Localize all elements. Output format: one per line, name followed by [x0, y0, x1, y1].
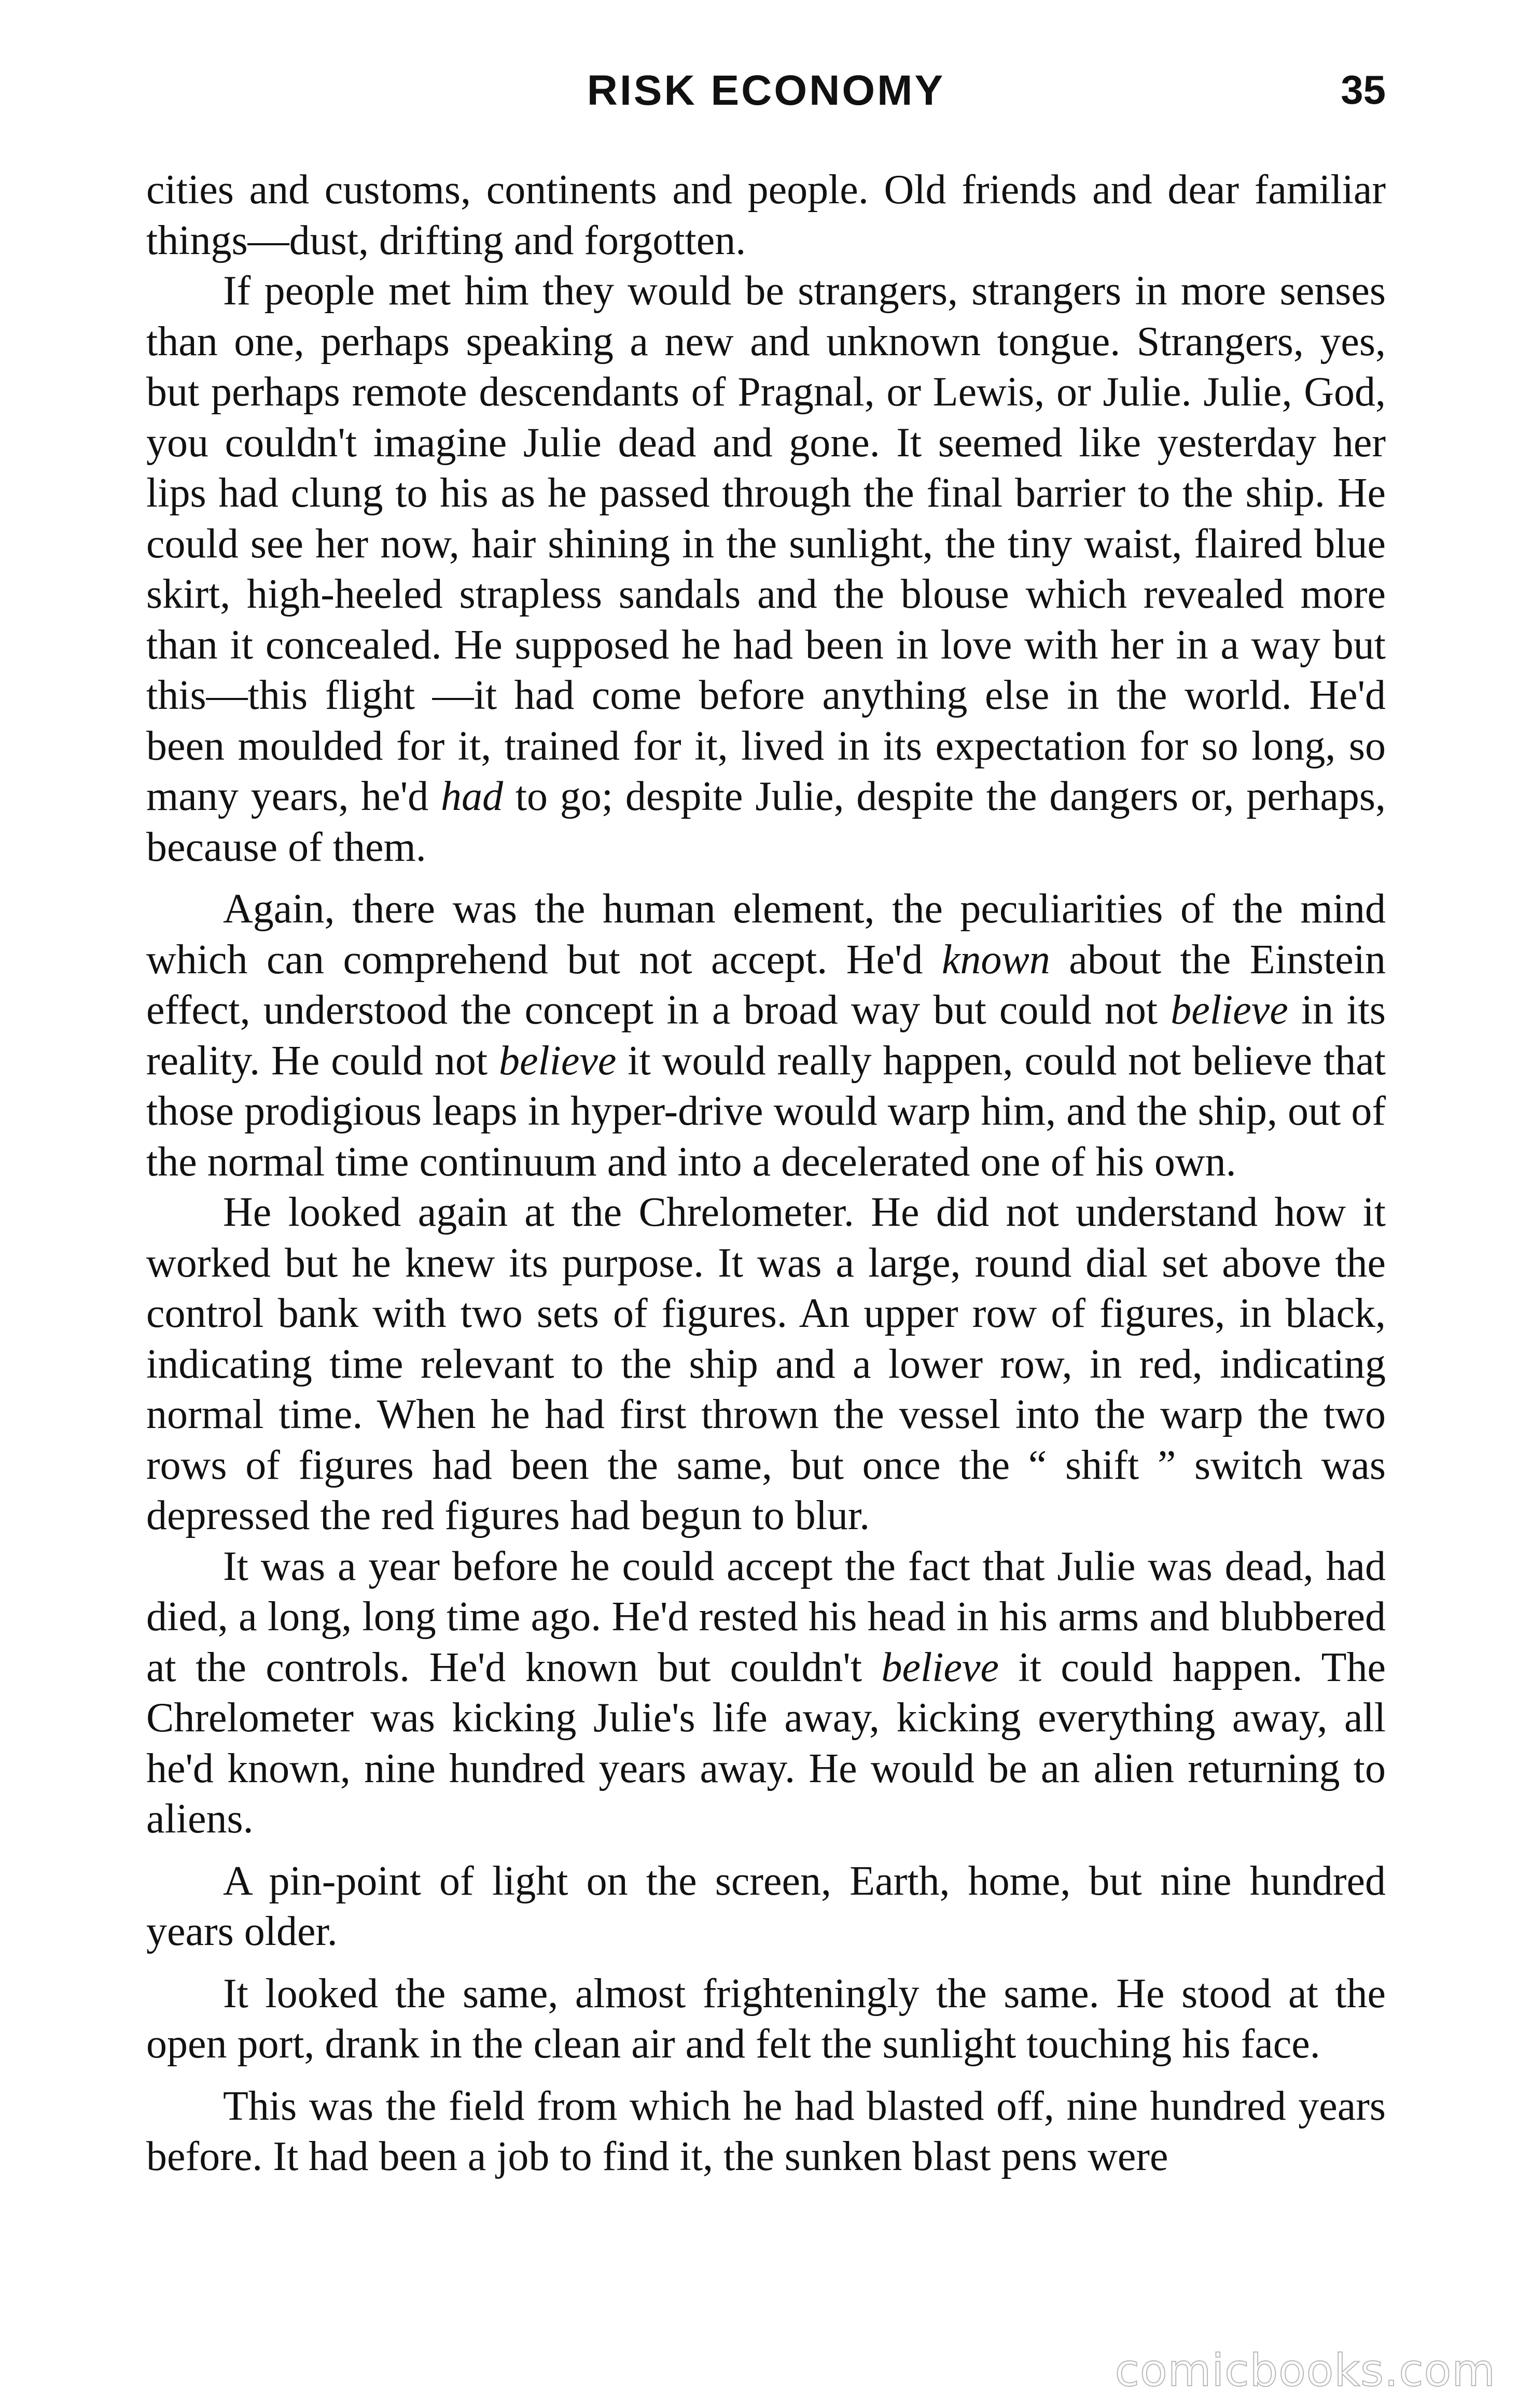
text-run: Again, there was the human element, the peculiarities of the mind which can comprehend but not accept. He'd — [146, 886, 1386, 983]
italic-text: had — [440, 774, 503, 819]
paragraph — [146, 165, 1386, 266]
watermark: comicbooks.com — [1115, 2345, 1496, 2397]
paragraph — [146, 1969, 1386, 2070]
paragraph — [146, 1856, 1386, 1957]
text-run: This was the field from which he had blasted off, nine hundred years before. It had been a job to find it, the sunken blast pens were — [146, 2083, 1386, 2179]
text-run: It was a year before he could accept the fact that Julie was dead, had died, a long, long time ago. He'd rested his head in his arms and blubbered at the controls. He'd known but couldn't — [146, 1543, 1386, 1690]
text-run: cities and customs, continents and people. Old friends and dear familiar things—dust, drifting and forgotten. — [146, 167, 1386, 263]
paragraph — [146, 266, 1386, 873]
text-run: in its reality. He could not — [146, 987, 1386, 1084]
paragraph — [146, 1187, 1386, 1542]
italic-text: believe — [881, 1644, 999, 1690]
page-number: 35 — [1341, 67, 1386, 113]
italic-text: known — [941, 936, 1050, 983]
paragraph — [146, 884, 1386, 1187]
running-head — [146, 66, 1386, 123]
text-run: A pin-point of light on the screen, Earth, home, but nine hundred years older. — [146, 1858, 1386, 1954]
text-run: about the Einstein effect, understood the concept in a broad way but could not — [146, 936, 1386, 1033]
paragraph — [146, 2081, 1386, 2182]
text-run: It looked the same, almost frighteningly the same. He stood at the open port, drank in the clean air and felt the sunlight touching his face. — [146, 1970, 1386, 2067]
text-run: it could happen. The Chrelometer was kicking Julie's life away, kicking everything away, all he'd known, nine hundred years away. He would be an alien returning to aliens. — [146, 1644, 1386, 1842]
italic-text: believe — [498, 1038, 617, 1084]
italic-text: believe — [1171, 987, 1288, 1033]
text-run: He looked again at the Chrelometer. He did not understand how it worked but he knew its purpose. It was a large, round dial set above the control bank with two sets of figures. An upper row of figures, in black, indicating time relevant to the ship and a lower row, in red, indicating normal time. When he had first thrown the vessel into the warp the two rows of figures had been the same, but once the “ shift ” switch was depressed the red figures had begun to blur. — [146, 1189, 1386, 1538]
running-title: RISK ECONOMY — [587, 67, 945, 114]
body-text — [146, 165, 1386, 2182]
text-run: it would really happen, could not believe that those prodigious leaps in hyper-drive would warp him, and the ship, out of the normal time continuum and into a decelerated one of his own. — [146, 1038, 1386, 1185]
paragraph — [146, 1542, 1386, 1845]
text-run: to go; despite Julie, despite the dangers or, perhaps, because of them. — [146, 774, 1386, 870]
text-run: If people met him they would be strangers, strangers in more senses than one, perhaps speaking a new and unknown tongue. Strangers, yes, but perhaps remote descendants of Pragnal, or Lewis, or Julie. Julie, God, you couldn't imagine Julie dead and gone. It seemed like yesterday her lips had clung to his as he passed through the final barrier to the ship. He could see her now, hair shining in the sunlight, the tiny waist, flaired blue skirt, high-heeled strapless sandals and the blouse which revealed more than it concealed. He supposed he had been in love with her in a way but this—this flight —it had come before anything else in the world. He'd been moulded for it, trained for it, lived in its expectation for so long, so many years, he'd — [146, 268, 1386, 819]
